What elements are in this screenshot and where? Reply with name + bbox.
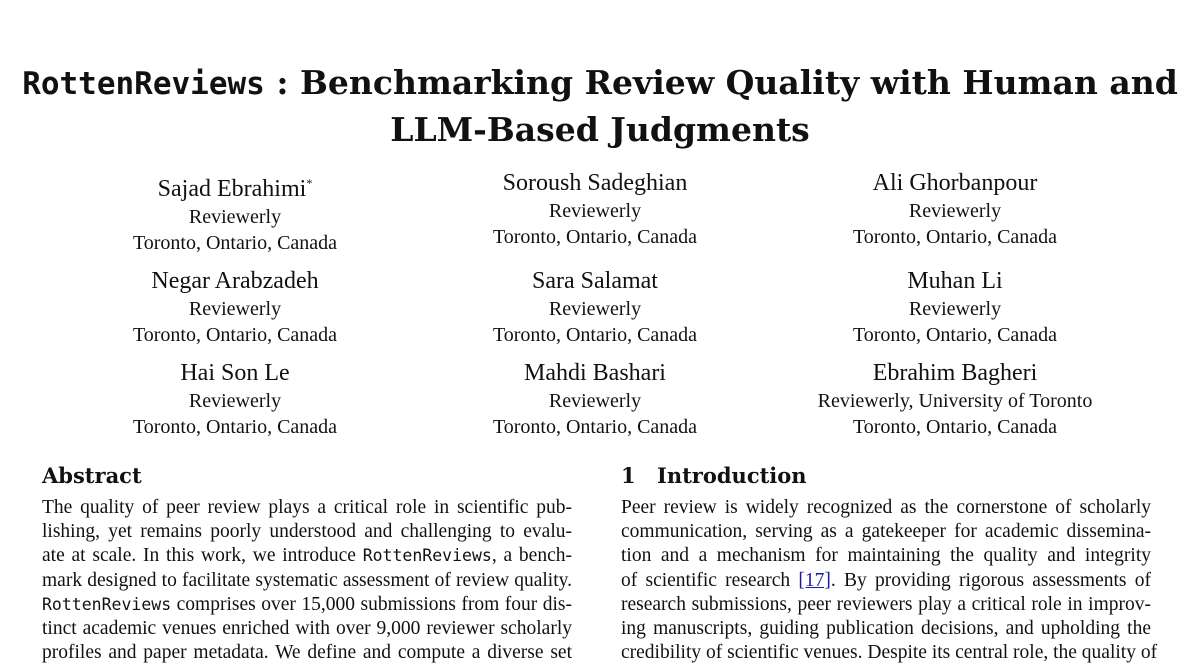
abstract-line: tinct academic venues enriched with over 9,000 reviewer scholarly — [42, 618, 572, 640]
author-location: Toronto, Ontario, Canada — [852, 324, 1058, 346]
author-name: Hai Son Le — [180, 360, 290, 386]
introduction-section — [621, 462, 1158, 665]
author-entry — [775, 168, 1135, 256]
corresponding-mark: * — [306, 176, 313, 190]
title-system-name: RottenReviews — [22, 66, 265, 102]
system-name-inline: RottenReviews — [362, 546, 492, 566]
author-affiliation: Reviewerly — [188, 298, 282, 320]
author-affiliation: Reviewerly — [188, 390, 282, 412]
author-name: Sara Salamat — [532, 268, 658, 294]
abstract-text — [42, 496, 572, 665]
abstract-line-part: ate at scale. In this work, we introduce — [42, 545, 363, 567]
abstract-line-part: , a bench- — [491, 545, 572, 567]
author-name: Muhan Li — [907, 268, 1003, 294]
introduction-heading — [621, 462, 1151, 490]
author-affiliation: Reviewerly — [908, 200, 1002, 222]
intro-line — [621, 569, 1151, 593]
author-affiliation: Reviewerly — [548, 390, 642, 412]
author-entry — [55, 168, 415, 256]
citation-link[interactable]: [17] — [798, 569, 831, 591]
author-name: Negar Arabzadeh — [151, 268, 319, 294]
author-entry — [775, 358, 1135, 440]
paper-title — [0, 60, 1200, 152]
intro-line: Peer review is widely recognized as the cornerstone of scholarly — [621, 497, 1151, 518]
author-affiliation: Reviewerly — [548, 200, 642, 222]
author-name: Mahdi Bashari — [524, 360, 666, 386]
author-name: Ebrahim Bagheri — [872, 360, 1038, 386]
section-number: 1 — [621, 463, 636, 488]
author-entry — [415, 358, 775, 440]
author-location: Toronto, Ontario, Canada — [492, 416, 698, 438]
abstract-section — [42, 462, 572, 665]
intro-line: research submissions, peer reviewers play a critical role in improv- — [621, 593, 1151, 615]
author-location: Toronto, Ontario, Canada — [132, 416, 338, 438]
author-entry — [775, 266, 1135, 348]
abstract-line: lishing, yet remains poorly understood and challenging to evalu- — [42, 521, 572, 543]
intro-line: ing manuscripts, guiding publication decisions, and upholding the — [621, 618, 1151, 640]
author-entry — [55, 266, 415, 348]
author-entry — [415, 168, 775, 256]
author-affiliation: Reviewerly — [548, 298, 642, 320]
author-location: Toronto, Ontario, Canada — [852, 416, 1058, 438]
author-location: Toronto, Ontario, Canada — [132, 232, 338, 254]
author-location: Toronto, Ontario, Canada — [492, 324, 698, 346]
abstract-heading: Abstract — [42, 463, 142, 488]
author-location: Toronto, Ontario, Canada — [852, 226, 1058, 248]
author-name: Sajad Ebrahimi — [157, 176, 307, 202]
title-line-1: : Benchmarking Review Quality with Human and — [264, 63, 1178, 102]
author-name: Soroush Sadeghian — [502, 170, 688, 196]
abstract-line: mark designed to facilitate systematic assessment of review quality. — [42, 569, 572, 591]
author-location: Toronto, Ontario, Canada — [132, 324, 338, 346]
intro-line: credibility of scientific venues. Despite its central role, the quality of — [621, 642, 1158, 664]
author-location: Toronto, Ontario, Canada — [492, 226, 698, 248]
author-entry — [55, 358, 415, 440]
author-affiliation: Reviewerly — [908, 298, 1002, 320]
abstract-line-part: comprises over 15,000 submissions from four dis- — [171, 593, 572, 615]
intro-line: communication, serving as a gatekeeper for academic dissemina- — [621, 521, 1151, 543]
section-title: Introduction — [657, 463, 807, 488]
intro-line-part: of scientific research — [621, 569, 799, 591]
author-affiliation: Reviewerly — [188, 206, 282, 228]
author-block — [55, 168, 1135, 440]
introduction-text — [621, 496, 1158, 665]
abstract-line: profiles and paper metadata. We define and compute a diverse set — [42, 642, 572, 664]
system-name-inline: RottenReviews — [42, 594, 172, 614]
author-entry — [415, 266, 775, 348]
title-line-2: LLM-Based Judgments — [390, 110, 810, 149]
author-name: Ali Ghorbanpour — [872, 170, 1038, 196]
intro-line-part: . By providing rigorous assessments of — [830, 569, 1151, 591]
abstract-line — [42, 593, 572, 617]
abstract-line — [42, 544, 572, 568]
intro-line: tion and a mechanism for maintaining the quality and integrity — [621, 545, 1151, 567]
abstract-line: The quality of peer review plays a critical role in scientific pub- — [42, 497, 572, 518]
author-affiliation: Reviewerly, University of Toronto — [817, 390, 1093, 412]
